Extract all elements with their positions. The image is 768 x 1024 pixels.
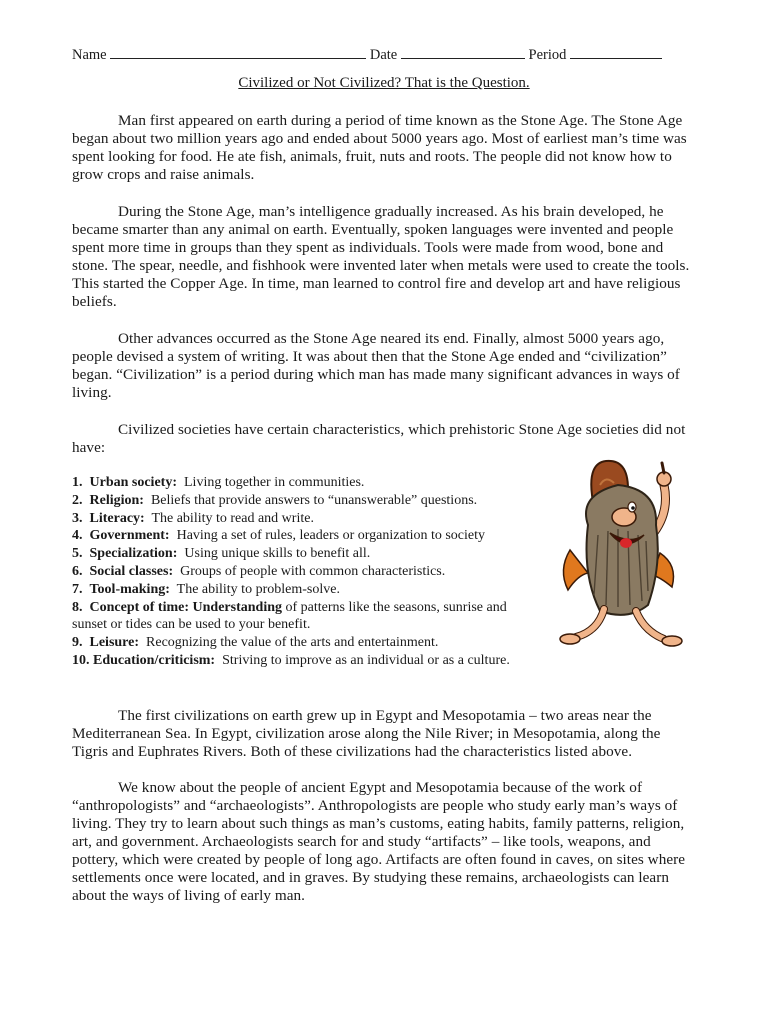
item-number: 10. — [72, 652, 90, 668]
item-number: 3. — [72, 510, 83, 526]
list-item — [72, 545, 522, 563]
list-item — [72, 492, 522, 510]
name-blank[interactable] — [110, 46, 366, 59]
item-number: 1. — [72, 475, 83, 490]
paragraph-text: Man first appeared on earth during a period of time known as the Stone Age. The Stone Age began about two million years ago and ended about 5000 years ago. Most of earliest man’s time was spent looking for food. He ate fish, animals, fruit, nuts and roots. The people did not know how to grow crops and raise animals. — [72, 112, 687, 183]
paragraph-characteristics-intro — [72, 421, 692, 457]
paragraph-advances — [72, 330, 692, 402]
list-item — [72, 634, 522, 652]
item-description: The ability to problem-solve. — [176, 581, 340, 597]
paragraph-text: Civilized societies have certain characteristics, which prehistoric Stone Age societies did not have: — [72, 421, 686, 456]
item-number: 8. — [72, 599, 83, 615]
list-item — [72, 599, 522, 635]
item-number: 4. — [72, 528, 83, 544]
item-description: Groups of people with common characteristics. — [180, 563, 446, 579]
paragraph-text: The first civilizations on earth grew up in Egypt and Mesopotamia – two areas near the Mediterranean Sea. In Egypt, civilization arose along the Nile River; in Mesopotamia, along the Tigris and Euphrates Rivers. Both of these civilizations had the characteristics listed above. — [72, 707, 661, 760]
paragraph-text: We know about the people of ancient Egypt and Mesopotamia because of the work of “anthropologists” and “archaeologists”. Anthropologists are people who study early man’s ways of living. They try to learn about such things as man’s customs, eating habits, family patterns, religion, art, and government. Archaeologists search for and study “artifacts” – like tools, weapons, and pottery, which were created by people of long ago. Artifacts are often found in caves, on sites where settlements once were located, and in graves. By studying these remains, archaeologists can learn about the ways of living of early man. — [72, 779, 686, 904]
item-description: of patterns like the seasons, sunrise and sunset or tides can be used to your benefit. — [72, 599, 507, 633]
item-number: 2. — [72, 492, 83, 508]
characteristics-list — [72, 474, 522, 670]
list-item — [72, 581, 522, 599]
item-term: Religion: — [89, 492, 144, 508]
item-term: Literacy: — [89, 510, 145, 526]
date-label: Date — [369, 47, 398, 63]
paragraph-anthropologists — [72, 779, 692, 905]
item-term: Leisure: — [89, 635, 140, 651]
period-label: Period — [528, 47, 567, 63]
item-number: 7. — [72, 581, 83, 597]
item-term: Social classes: — [89, 563, 174, 579]
item-term: Concept of time: Understanding — [89, 599, 282, 615]
paragraph-stone-age — [72, 112, 692, 184]
list-item — [72, 563, 522, 581]
item-description: Using unique skills to benefit all. — [184, 546, 371, 562]
list-item — [72, 474, 522, 492]
item-term: Specialization: — [89, 546, 178, 562]
list-item — [72, 527, 522, 545]
item-description: The ability to read and write. — [151, 510, 314, 526]
page-title: Civilized or Not Civilized? That is the Question. — [238, 75, 530, 91]
item-term: Urban society: — [89, 475, 177, 490]
caveman-with-club-illustration — [548, 455, 706, 655]
item-description: Having a set of rules, leaders or organization to society — [176, 528, 486, 544]
paragraph-intelligence — [72, 203, 692, 311]
item-term: Tool-making: — [89, 581, 170, 597]
paragraph-text: Other advances occurred as the Stone Age neared its end. Finally, almost 5000 years ago, people devised a system of writing. It was about then that the Stone Age ended and “civilization” began. “Civilization” is a period during which man has made many significant advances in ways of living. — [72, 330, 680, 401]
name-label: Name — [72, 47, 107, 63]
item-term: Government: — [89, 528, 170, 544]
period-blank[interactable] — [570, 46, 662, 59]
item-term: Education/criticism: — [93, 652, 216, 668]
item-description: Beliefs that provide answers to “unanswerable” questions. — [150, 492, 478, 508]
item-number: 6. — [72, 563, 83, 579]
list-item — [72, 510, 522, 528]
date-blank[interactable] — [401, 46, 525, 59]
list-item — [72, 652, 522, 670]
item-description: Recognizing the value of the arts and entertainment. — [146, 635, 439, 651]
header-fields — [72, 46, 698, 64]
paragraph-text: During the Stone Age, man’s intelligence gradually increased. As his brain developed, he became smarter than any animal on earth. Eventually, spoken languages were invented and people spent more time in groups than they spent as individuals. Tools were made from wood, bone and stone. The spear, needle, and fishhook were invented later when metals were used to create the tools. This started the Copper Age. In time, man learned to control fire and develop art and have religious beliefs. — [72, 203, 690, 310]
item-number: 9. — [72, 635, 83, 651]
item-number: 5. — [72, 546, 83, 562]
paragraph-first-civilizations — [72, 707, 692, 761]
item-description: Living together in communities. — [184, 475, 365, 490]
item-description: Striving to improve as an individual or as a culture. — [222, 652, 510, 668]
